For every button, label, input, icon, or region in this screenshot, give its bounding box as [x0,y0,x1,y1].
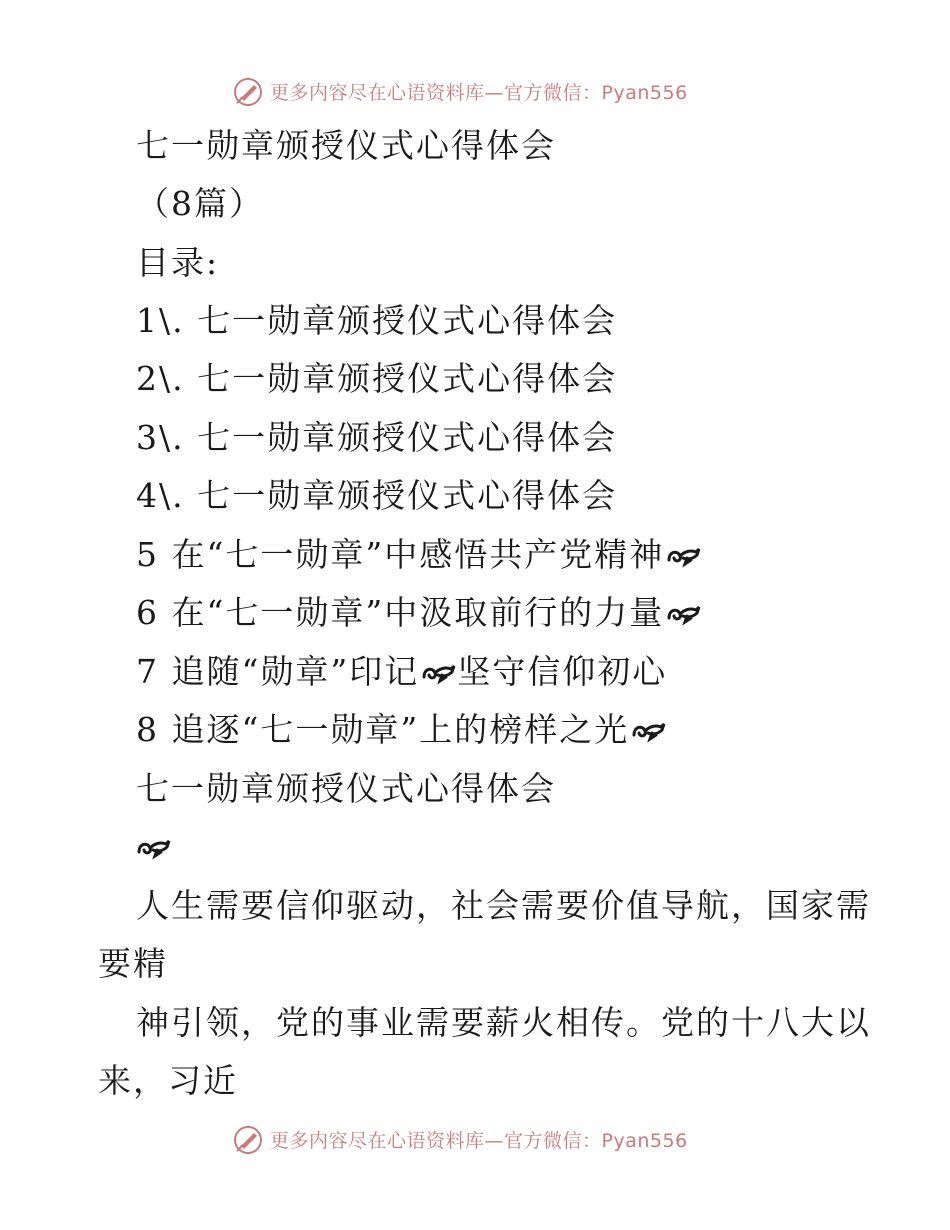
toc-item [136,593,702,633]
toc-item [136,652,667,692]
watermark-footer [0,1120,950,1160]
toc-item [136,710,667,750]
toc-item: 4\. 七一勋章颁授仪式心得体会 [136,476,618,515]
body-line: 神引领，党的事业需要薪火相传。党的十八大以 [136,1003,871,1042]
decorative-flourish-icon [136,836,172,860]
toc-item-text: 5 在“七一勋章”中感悟共产党精神 [136,535,665,574]
decorative-flourish-icon [666,544,702,568]
decorative-flourish-icon [666,602,702,626]
pen-logo-icon [232,1124,264,1156]
toc-item: 2\. 七一勋章颁授仪式心得体会 [136,359,618,398]
toc-item-text: 坚守信仰初心 [457,652,668,691]
body-line: 要精 [98,944,168,983]
watermark-text: 更多内容尽在心语资料库—官方微信：Pyan556 [270,1130,688,1152]
body-line: 来，习近 [98,1061,238,1100]
toc-item-text: 6 在“七一勋章”中汲取前行的力量 [136,593,665,632]
watermark-text: 更多内容尽在心语资料库—官方微信：Pyan556 [270,82,688,104]
pen-logo-icon [232,76,264,108]
watermark-header [0,72,950,112]
toc-item: 3\. 七一勋章颁授仪式心得体会 [136,418,618,457]
document-subtitle: （8篇） [136,184,264,223]
body-line: 人生需要信仰驱动，社会需要价值导航，国家需 [136,886,871,925]
toc-item [136,535,702,575]
decorative-flourish-icon [421,661,457,685]
document-title: 七一勋章颁授仪式心得体会 [136,126,556,165]
section-title: 七一勋章颁授仪式心得体会 [136,769,556,808]
toc-heading: 目录: [136,243,220,282]
decorative-flourish-icon [631,719,667,743]
toc-item: 1\. 七一勋章颁授仪式心得体会 [136,301,618,340]
toc-item-text: 7 追随“勋章”印记 [136,652,420,691]
toc-item-text: 8 追逐“七一勋章”上的榜样之光 [136,710,630,749]
